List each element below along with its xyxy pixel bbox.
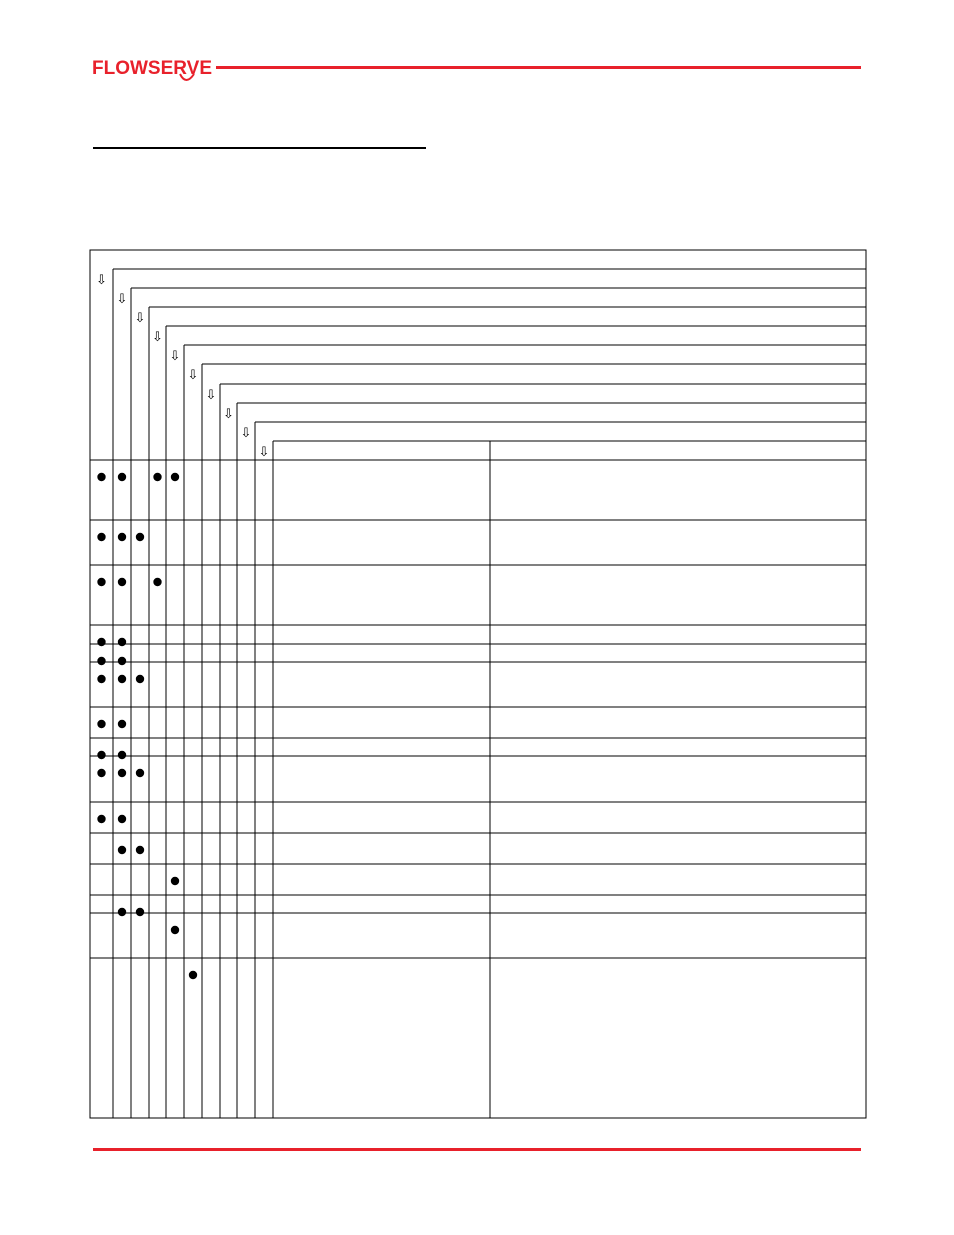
bullet-dot-icon bbox=[97, 473, 105, 481]
down-arrow-icon: ⇩ bbox=[258, 445, 270, 460]
bullet-dot-icon bbox=[136, 769, 144, 777]
brand-wordmark: FLOWSERVE bbox=[92, 58, 212, 79]
bullet-dot-icon bbox=[97, 769, 105, 777]
down-arrow-icon: ⇩ bbox=[205, 388, 217, 403]
bullet-dot-icon bbox=[118, 846, 126, 854]
bullet-dot-icon bbox=[153, 578, 161, 586]
bullet-dot-icon bbox=[97, 578, 105, 586]
down-arrow-icon: ⇩ bbox=[240, 426, 252, 441]
bullet-dot-icon bbox=[118, 751, 126, 759]
bullet-dot-icon bbox=[171, 473, 179, 481]
bullet-dot-icon bbox=[118, 908, 126, 916]
bullet-dot-icon bbox=[153, 473, 161, 481]
down-arrow-icon: ⇩ bbox=[116, 292, 128, 307]
bullet-dot-icon bbox=[118, 657, 126, 665]
down-arrow-icon: ⇩ bbox=[169, 349, 181, 364]
down-arrow-icon: ⇩ bbox=[187, 368, 199, 383]
bullet-dot-icon bbox=[118, 675, 126, 683]
bullet-dot-icon bbox=[189, 971, 197, 979]
bullet-dot-icon bbox=[118, 638, 126, 646]
bullet-dot-icon bbox=[136, 908, 144, 916]
bullet-dot-icon bbox=[171, 926, 179, 934]
bullet-dot-icon bbox=[97, 638, 105, 646]
down-arrow-icon: ⇩ bbox=[152, 330, 163, 345]
bullet-dot-icon bbox=[136, 675, 144, 683]
bullet-dot-icon bbox=[118, 720, 126, 728]
bullet-dot-icon bbox=[136, 846, 144, 854]
down-arrow-icon: ⇩ bbox=[223, 407, 234, 422]
bullet-dot-icon bbox=[118, 815, 126, 823]
bullet-dot-icon bbox=[97, 657, 105, 665]
table-frame bbox=[90, 250, 866, 1118]
bullet-dot-icon bbox=[97, 815, 105, 823]
bullet-dot-icon bbox=[97, 675, 105, 683]
bullet-dot-icon bbox=[136, 533, 144, 541]
bullet-dot-icon bbox=[97, 533, 105, 541]
bullet-dot-icon bbox=[171, 877, 179, 885]
down-arrow-icon: ⇩ bbox=[96, 273, 107, 288]
bullet-dot-icon bbox=[118, 578, 126, 586]
bullet-dot-icon bbox=[118, 473, 126, 481]
bullet-dot-icon bbox=[118, 533, 126, 541]
bullet-dot-icon bbox=[97, 720, 105, 728]
bullet-dot-icon bbox=[118, 769, 126, 777]
down-arrow-icon: ⇩ bbox=[134, 311, 146, 326]
bullet-dot-icon bbox=[97, 751, 105, 759]
